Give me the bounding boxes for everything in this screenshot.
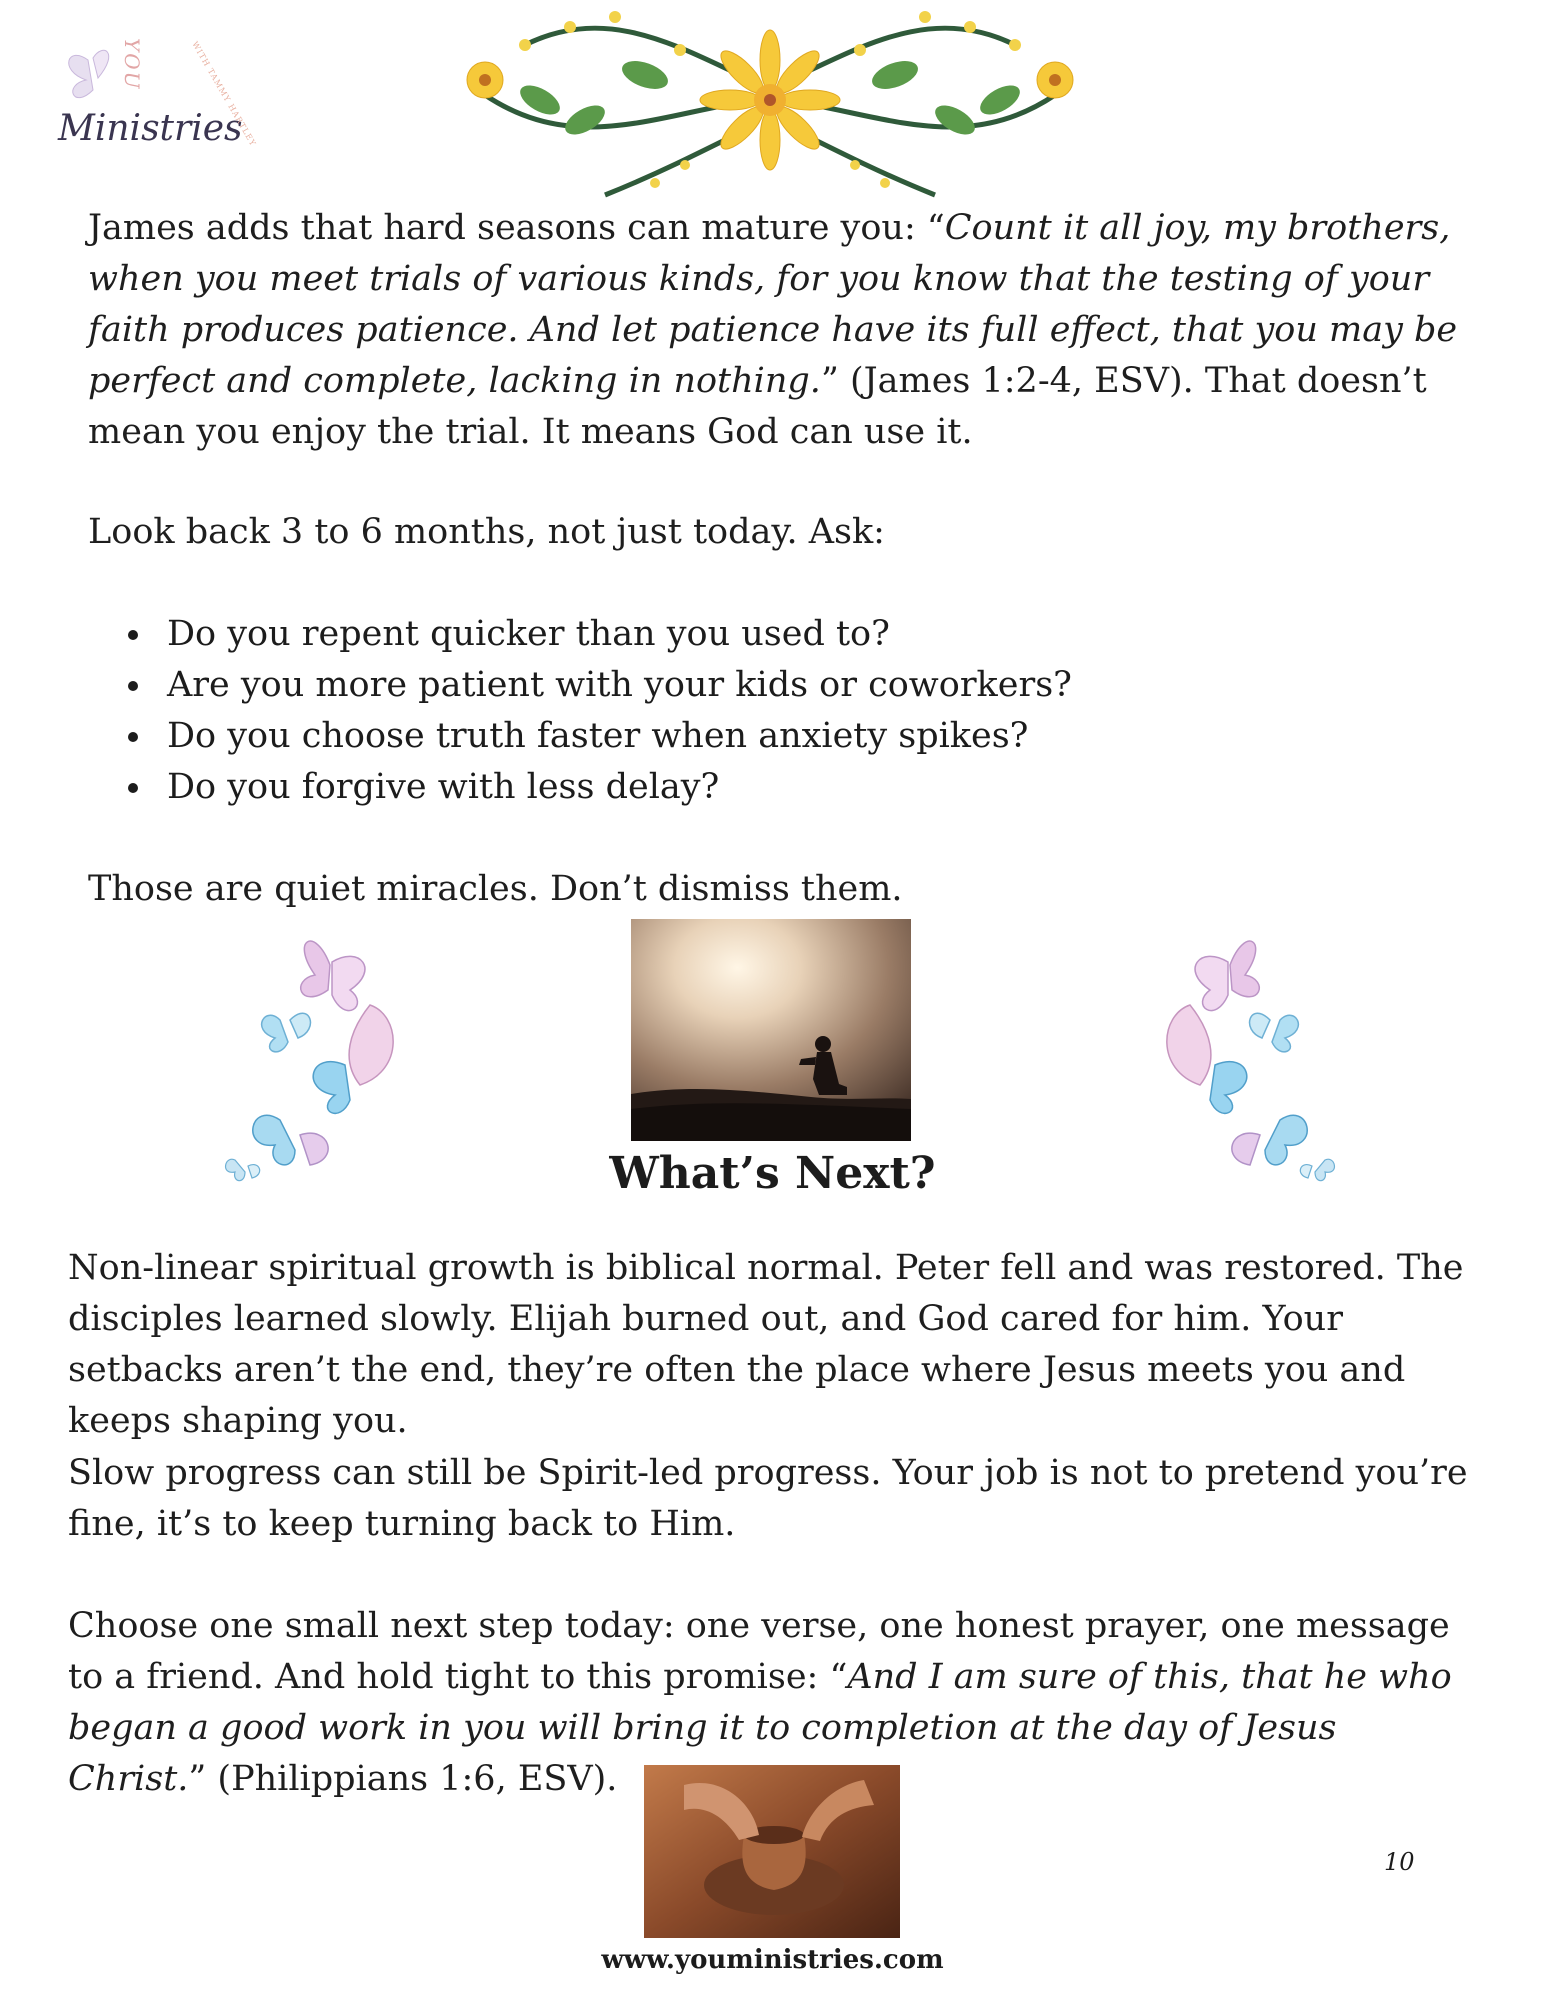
praying-man-photo: [631, 919, 911, 1141]
list-item: • Do you forgive with less delay?: [155, 762, 1072, 813]
logo-tagline: WITH TAMMY HARTLEY: [190, 40, 258, 149]
section-heading-whats-next: What’s Next?: [609, 1148, 936, 1199]
paragraph-quiet-miracles: Those are quiet miracles. Don’t dismiss them.: [88, 869, 903, 909]
list-item: • Do you repent quicker than you used to?: [155, 609, 1072, 660]
floral-header-decoration: [455, 5, 1085, 205]
logo-letters: YOU: [120, 38, 144, 91]
paragraph-next-step-lead: Choose one small next step today: one verse, one honest prayer, one message to a friend. And hold tight to this promise: “: [68, 1606, 1450, 1697]
paragraph-look-back: Look back 3 to 6 months, not just today. Ask:: [88, 512, 885, 552]
scripture-quote-philippians: And I am sure of this, that he who began a good work in you will bring it to completion at the day of Jesus Christ.: [68, 1657, 1452, 1799]
paragraph-next-step-tail: ” (Philippians 1:6, ESV).: [188, 1759, 618, 1799]
paragraph-slow-progress: Slow progress can still be Spirit-led progress. Your job is not to pretend you’re fine, it’s to keep turning back to Him.: [68, 1453, 1468, 1544]
list-item: • Are you more patient with your kids or coworkers?: [155, 660, 1072, 711]
logo-name: Ministries: [58, 108, 243, 149]
reflection-question-list: [115, 609, 1072, 813]
scripture-quote-james: Count it all joy, my brothers, when you meet trials of various kinds, for you know that the testing of your faith produces patience. And let patience have its full effect, that you may be perfect and complete, lacking in nothing.: [88, 208, 1458, 401]
brand-logo: [58, 38, 258, 180]
list-item: • Do you choose truth faster when anxiety spikes?: [155, 711, 1072, 762]
sunflower-icon: [700, 30, 840, 170]
page-number: 10: [1384, 1848, 1415, 1876]
paragraph-james-lead: James adds that hard seasons can mature you: “: [88, 208, 945, 248]
paragraph-james: [88, 203, 1458, 458]
footer-website-url[interactable]: www.youministries.com: [601, 1945, 944, 1975]
paragraph-james-tail: ” (James 1:2-4, ESV). That doesn’t mean you enjoy the trial. It means God can use it.: [88, 361, 1427, 452]
paragraph-non-linear-growth: Non-linear spiritual growth is biblical normal. Peter fell and was restored. The disciples learned slowly. Elijah burned out, and God cared for him. Your setbacks aren’t the end, they’re often the place where Jesus meets you and keeps shaping you.: [68, 1248, 1464, 1441]
pottery-wheel-photo: [644, 1765, 900, 1938]
